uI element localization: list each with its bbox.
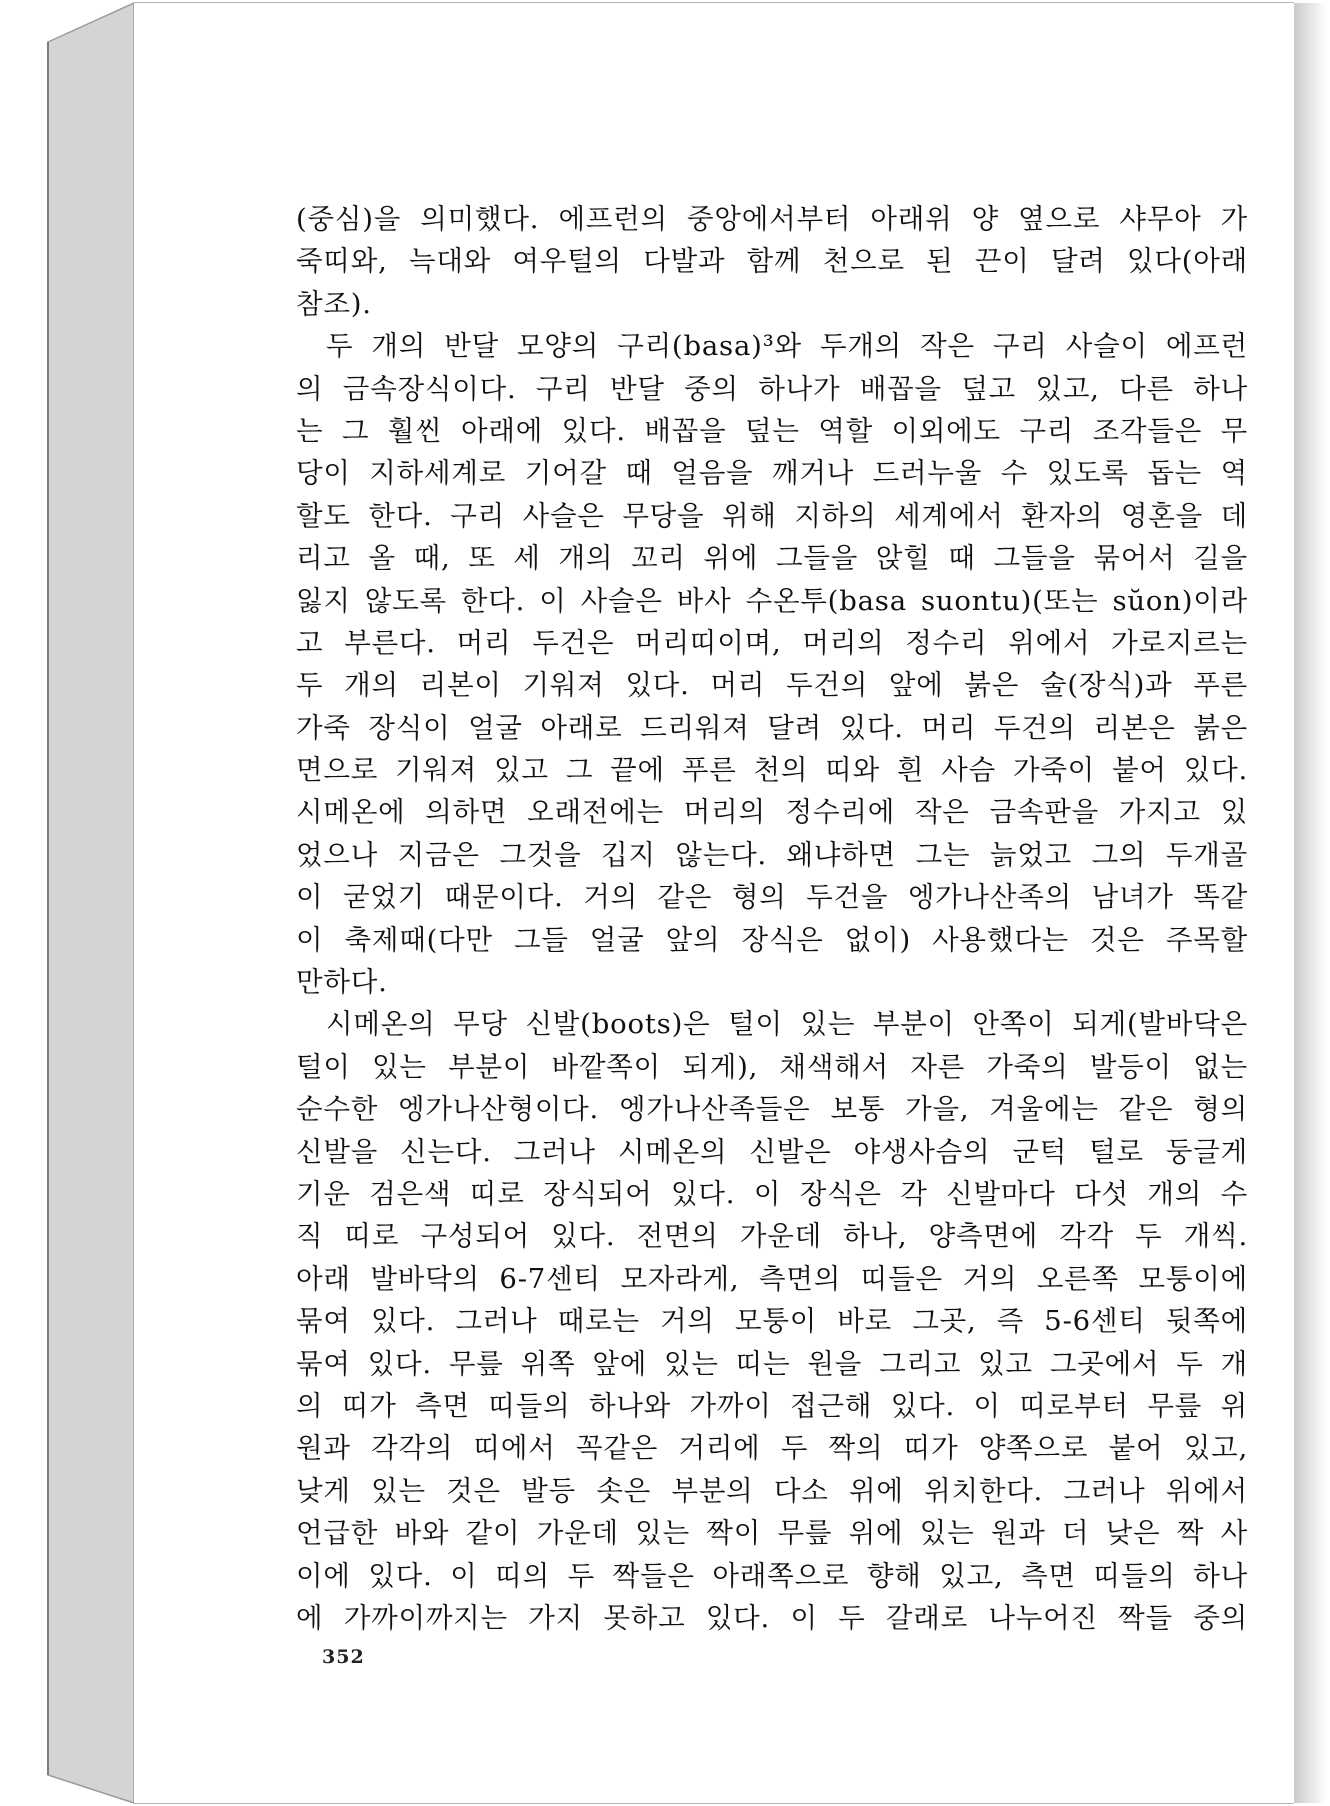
text-line: 면으로 기워져 있고 그 끝에 푸른 천의 띠와 흰 사슴 가죽이 붙어 있다. <box>296 754 1248 787</box>
text-line: 두 개의 반달 모양의 구리(basa)³와 두개의 작은 구리 사슬이 에프런 <box>326 330 1248 363</box>
text-line: 참조). <box>296 287 372 320</box>
text-line: 죽띠와, 늑대와 여우털의 다발과 함께 천으로 된 끈이 달려 있다(아래 <box>296 245 1248 278</box>
text-line: 기운 검은색 띠로 장식되어 있다. 이 장식은 각 신발마다 다섯 개의 수 <box>296 1177 1248 1210</box>
text-line: 이 축제때(다만 그들 얼굴 앞의 장식은 없이) 사용했다는 것은 주목할 <box>296 923 1248 956</box>
text-line: 리고 올 때, 또 세 개의 꼬리 위에 그들을 앉힐 때 그들을 묶어서 길을 <box>296 542 1248 575</box>
book-spine <box>48 3 134 1803</box>
page-number: 352 <box>322 1646 365 1668</box>
text-line: 만하다. <box>296 966 388 999</box>
text-line: 는 그 훨씬 아래에 있다. 배꼽을 덮는 역할 이외에도 구리 조각들은 무 <box>296 414 1248 447</box>
text-line: 직 띠로 구성되어 있다. 전면의 가운데 하나, 양측면에 각각 두 개씩. <box>296 1220 1248 1253</box>
text-line: 잃지 않도록 한다. 이 사슬은 바사 수온투(basa suontu)(또는 sŭon)이라 <box>296 584 1248 617</box>
text-line: 가죽 장식이 얼굴 아래로 드리워져 달려 있다. 머리 두건의 리본은 붉은 <box>296 711 1248 744</box>
text-line: (중심)을 의미했다. 에프런의 중앙에서부터 아래위 양 옆으로 샤무아 가 <box>296 203 1248 235</box>
text-line: 순수한 엥가나산형이다. 엥가나산족들은 보통 가을, 겨울에는 같은 형의 <box>296 1093 1248 1126</box>
page-edge-shadow <box>1294 3 1328 1803</box>
text-line: 고 부른다. 머리 두건은 머리띠이며, 머리의 정수리 위에서 가로지르는 <box>296 626 1248 659</box>
page-text <box>296 198 1248 1639</box>
text-line: 의 띠가 측면 띠들의 하나와 가까이 접근해 있다. 이 띠로부터 무릎 위 <box>296 1389 1248 1422</box>
text-line: 언급한 바와 같이 가운데 있는 짝이 무릎 위에 있는 원과 더 낮은 짝 사 <box>296 1517 1248 1550</box>
text-line: 이 굳었기 때문이다. 거의 같은 형의 두건을 엥가나산족의 남녀가 똑같 <box>296 881 1248 914</box>
text-line: 할도 한다. 구리 사슬은 무당을 위해 지하의 세계에서 환자의 영혼을 데 <box>296 499 1248 532</box>
text-line: 묶여 있다. 무릎 위쪽 앞에 있는 띠는 원을 그리고 있고 그곳에서 두 개 <box>296 1347 1248 1380</box>
text-line: 시메온에 의하면 오래전에는 머리의 정수리에 작은 금속판을 가지고 있 <box>296 796 1248 829</box>
text-line: 두 개의 리본이 기워져 있다. 머리 두건의 앞에 붉은 술(장식)과 푸른 <box>296 669 1248 702</box>
text-line: 에 가까이까지는 가지 못하고 있다. 이 두 갈래로 나누어진 짝들 중의 <box>296 1601 1248 1634</box>
text-line: 의 금속장식이다. 구리 반달 중의 하나가 배꼽을 덮고 있고, 다른 하나 <box>296 372 1248 405</box>
text-line: 었으나 지금은 그것을 깁지 않는다. 왜냐하면 그는 늙었고 그의 두개골 <box>296 838 1248 871</box>
text-line: 시메온의 무당 신발(boots)은 털이 있는 부분이 안쪽이 되게(발바닥은 <box>326 1008 1248 1041</box>
text-line: 낮게 있는 것은 발등 솟은 부분의 다소 위에 위치한다. 그러나 위에서 <box>296 1474 1248 1507</box>
text-line: 신발을 신는다. 그러나 시메온의 신발은 야생사슴의 군턱 털로 둥글게 <box>296 1135 1248 1168</box>
text-line: 아래 발바닥의 6-7센티 모자라게, 측면의 띠들은 거의 오른쪽 모퉁이에 <box>296 1262 1248 1295</box>
text-line: 이에 있다. 이 띠의 두 짝들은 아래쪽으로 향해 있고, 측면 띠들의 하나 <box>296 1559 1248 1592</box>
text-line: 당이 지하세계로 기어갈 때 얼음을 깨거나 드러누울 수 있도록 돕는 역 <box>296 457 1248 490</box>
text-line: 원과 각각의 띠에서 꼭같은 거리에 두 짝의 띠가 양쪽으로 붙어 있고, <box>296 1432 1248 1465</box>
text-line: 털이 있는 부분이 바깥쪽이 되게), 채색해서 자른 가죽의 발등이 없는 <box>296 1050 1248 1083</box>
text-line: 묶여 있다. 그러나 때로는 거의 모퉁이 바로 그곳, 즉 5-6센티 뒷쪽에 <box>296 1305 1248 1338</box>
